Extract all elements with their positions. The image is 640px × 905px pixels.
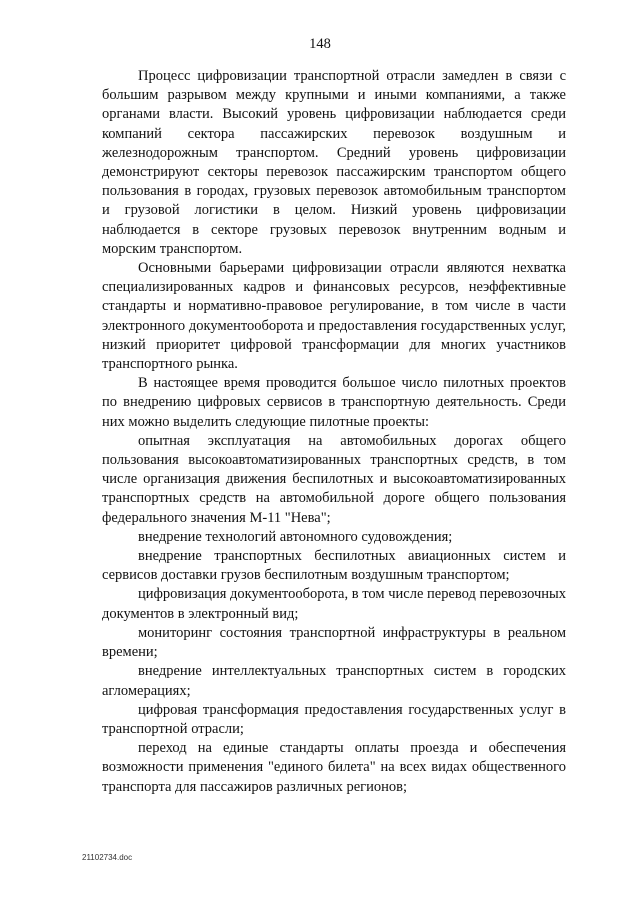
list-item-drone-systems: внедрение транспортных беспилотных авиационных систем и сервисов доставки грузов беспилотным воздушным транспортом; bbox=[102, 548, 566, 584]
list-item-autonomous-navigation: внедрение технологий автономного судовождения; bbox=[138, 528, 453, 545]
list-item-public-services: цифровая трансформация предоставления государственных услуг в транспортной отрасли; bbox=[102, 701, 566, 737]
paragraph-digitalization-gap: Процесс цифровизации транспортной отрасли замедлен в связи с большим разрывом между крупными и иными компаниями, а также органами власти. Высокий уровень цифровизации наблюдается среди компаний сектора пассажирских перевозок воздушным и железнодорожным транспортом. Средний уровень цифровизации демонстрируют секторы перевозок пассажирским транспортом общего пользования в городах, грузовых перевозок автомобильным транспортом и грузовой логистики в целом. Низкий уровень цифровизации наблюдается в секторе грузовых перевозок внутренним водным и морским транспортом. bbox=[102, 68, 566, 257]
list-item-autonomous-vehicles: опытная эксплуатация на автомобильных дорогах общего пользования высокоавтоматизированных транспортных средств, в том числе организация движения беспилотных и высокоавтоматизированных транспортных средств на автомобильной дороге общего пользования федерального значения М-11 "Нева"; bbox=[102, 432, 566, 526]
document-filename: 21102734.doc bbox=[82, 853, 133, 862]
list-item-document-flow: цифровизация документооборота, в том числе перевод перевозочных документов в электронный вид; bbox=[102, 586, 566, 622]
list-item-infrastructure-monitoring: мониторинг состояния транспортной инфраструктуры в реальном времени; bbox=[102, 624, 566, 661]
paragraph-pilot-projects-intro: В настоящее время проводится большое число пилотных проектов по внедрению цифровых сервисов в транспортную деятельность. Среди них можно выделить следующие пилотные проекты: bbox=[102, 375, 566, 430]
list-item-single-ticket: переход на единые стандарты оплаты проезда и обеспечения возможности применения "единого билета" на всех видах общественного транспорта для пассажиров различных регионов; bbox=[102, 740, 566, 795]
paragraph-barriers: Основными барьерами цифровизации отрасли являются нехватка специализированных кадров и финансовых ресурсов, неэффективные стандарты и нормативно-правовое регулирование, в том числе в части электронного документооборота и предоставления государственных услуг, низкий приоритет цифровой трансформации для многих участников транспортного рынка. bbox=[102, 260, 566, 373]
list-item-intelligent-transport: внедрение интеллектуальных транспортных систем в городских агломерациях; bbox=[102, 663, 566, 699]
document-body bbox=[102, 67, 566, 797]
page-number: 148 bbox=[309, 36, 331, 52]
